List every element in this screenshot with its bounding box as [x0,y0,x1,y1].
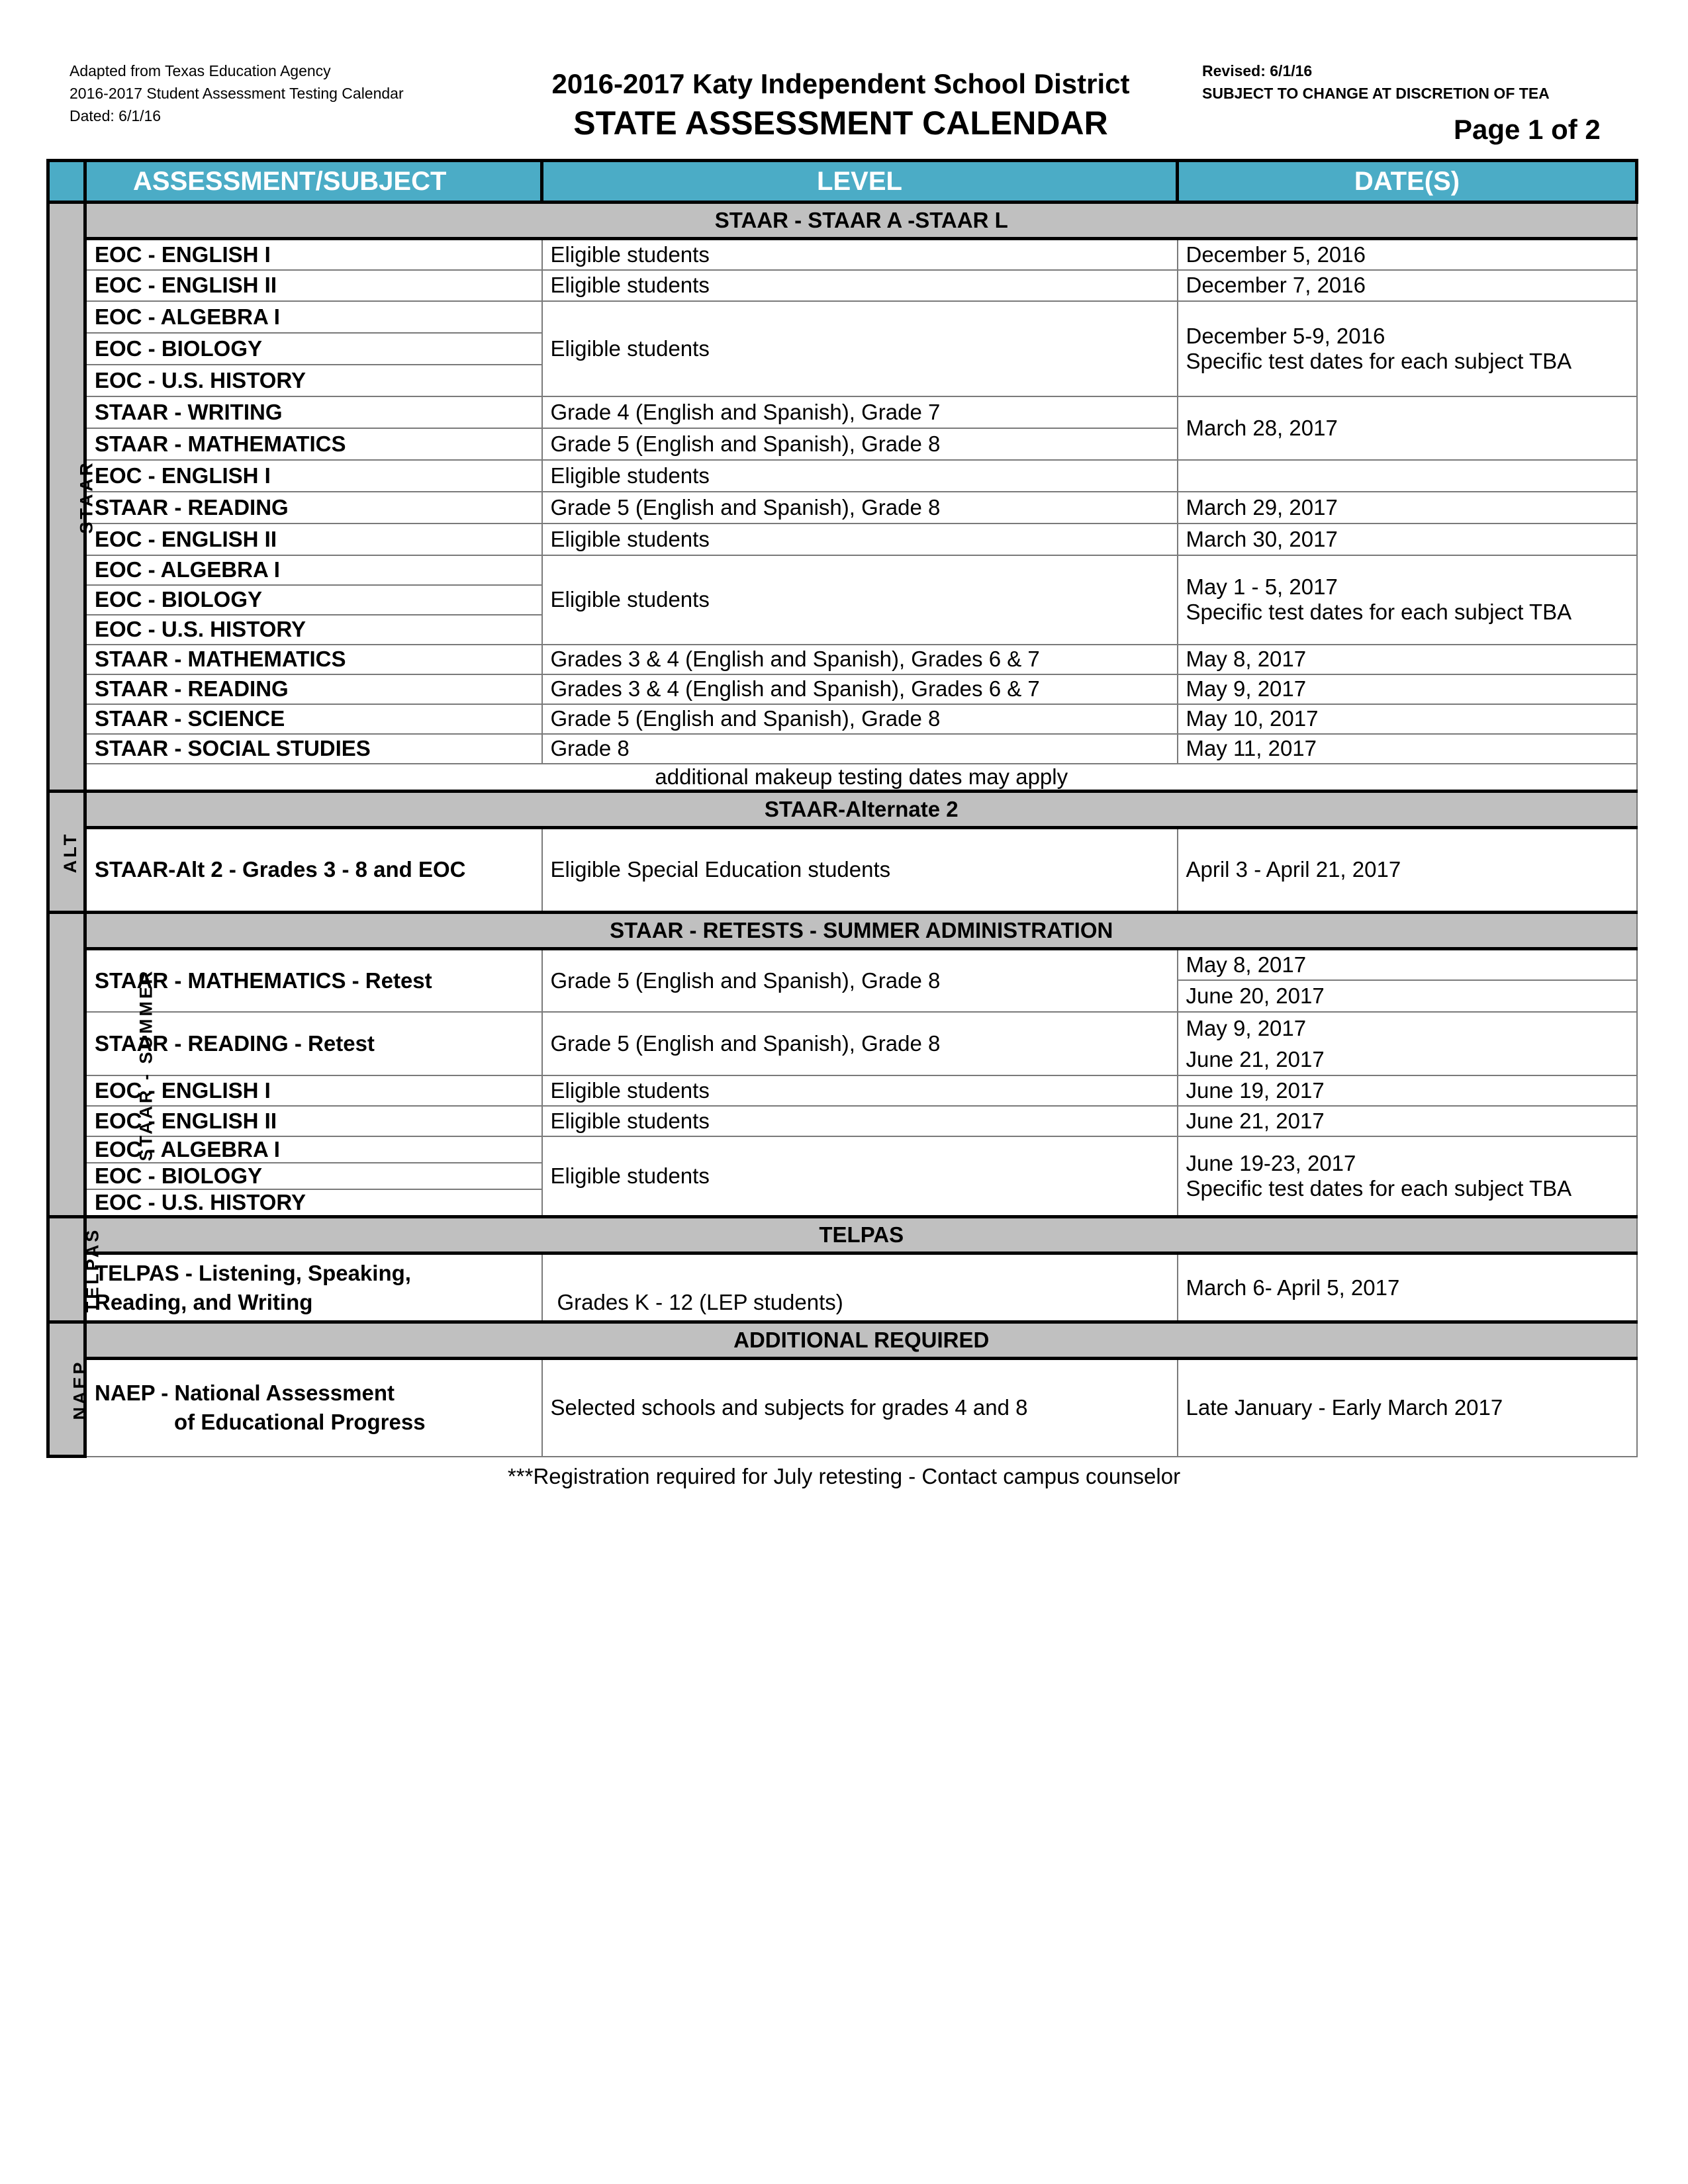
subject-cell: STAAR - MATHEMATICS [85,428,542,460]
section-heading-row [48,912,1637,948]
date-range: December 5-9, 2016 [1186,323,1385,348]
subject-cell [85,1359,542,1457]
revision-note [1202,60,1550,105]
section-heading-row [48,1322,1637,1359]
subject-cell: EOC - ALGEBRA I [85,555,542,585]
table-row [48,827,1637,912]
level-cell: Grade 5 (English and Spanish), Grade 8 [542,1012,1178,1075]
date-cell [1178,460,1637,492]
table-row [48,492,1637,523]
section-heading-row [48,791,1637,827]
source-note [70,60,404,127]
subject-cell: EOC - ALGEBRA I [85,1136,542,1163]
level-cell: Eligible students [542,239,1178,270]
table-row [48,948,1637,980]
level-cell: Grades K - 12 (LEP students) [542,1253,1178,1322]
assessment-table [46,159,1638,1458]
side-header-cell [48,161,85,203]
date-cell [1178,301,1637,396]
level-cell: Eligible students [542,270,1178,301]
subject-cell: EOC - ENGLISH II [85,523,542,555]
date-note: Specific test dates for each subject TBA [1186,348,1572,373]
change-disclaimer: SUBJECT TO CHANGE AT DISCRETION OF TEA [1202,85,1550,102]
subject-cell: EOC - BIOLOGY [85,585,542,615]
side-label-summer: STAAR - SUMMER [48,912,85,1217]
level-cell: Eligible students [542,1106,1178,1136]
date-cell: May 9, 2017 [1178,674,1637,704]
level-cell: Grades 3 & 4 (English and Spanish), Grades 6 & 7 [542,645,1178,674]
date-cell: March 28, 2017 [1178,396,1637,460]
date-cell: June 21, 2017 [1178,1044,1637,1075]
date-cell [1178,1136,1637,1217]
revised-date: Revised: 6/1/16 [1202,62,1313,79]
side-label-alt: ALT [48,791,85,912]
table-row [48,674,1637,704]
date-cell: May 10, 2017 [1178,704,1637,734]
subject-cell: EOC - BIOLOGY [85,333,542,365]
date-cell [1178,555,1637,645]
page-number: Page 1 of 2 [1454,114,1601,145]
subject-cell: EOC - U.S. HISTORY [85,615,542,645]
section-heading: TELPAS [85,1217,1637,1253]
dates-column-header: DATE(S) [1178,161,1637,203]
table-header-row [48,161,1637,203]
level-cell: Grade 5 (English and Spanish), Grade 8 [542,428,1178,460]
date-cell: May 9, 2017 [1178,1012,1637,1044]
level-cell: Eligible students [542,555,1178,645]
section-heading: ADDITIONAL REQUIRED [85,1322,1637,1359]
subject-line: of Educational Progress [174,1410,426,1435]
subject-cell: STAAR - WRITING [85,396,542,428]
source-line: Dated: 6/1/16 [70,107,162,124]
subject-line: Reading, and Writing [95,1289,313,1314]
subject-cell: STAAR - MATHEMATICS [85,645,542,674]
date-cell: May 11, 2017 [1178,734,1637,764]
date-cell: May 8, 2017 [1178,948,1637,980]
subject-cell: STAAR - READING [85,674,542,704]
subject-cell: STAAR - SCIENCE [85,704,542,734]
section-heading-row [48,203,1637,239]
date-cell: June 19, 2017 [1178,1075,1637,1106]
date-cell: March 29, 2017 [1178,492,1637,523]
level-cell: Grade 5 (English and Spanish), Grade 8 [542,704,1178,734]
date-cell: December 7, 2016 [1178,270,1637,301]
level-cell: Eligible Special Education students [542,827,1178,912]
date-note: Specific test dates for each subject TBA [1186,600,1572,624]
table-row [48,1136,1637,1163]
subject-cell: STAAR - READING [85,492,542,523]
table-row [48,1253,1637,1322]
table-row [48,1106,1637,1136]
subject-line: NAEP - National Assessment [95,1381,395,1406]
subject-cell: EOC - ENGLISH I [85,239,542,270]
subject-cell [85,1253,542,1322]
level-cell: Grade 5 (English and Spanish), Grade 8 [542,492,1178,523]
table-row [48,645,1637,674]
source-line: Adapted from Texas Education Agency [70,62,331,79]
subject-cell: STAAR - READING - Retest [85,1012,542,1075]
date-cell: December 5, 2016 [1178,239,1637,270]
level-cell: Eligible students [542,1075,1178,1106]
district-title: 2016-2017 Katy Independent School District [551,68,1130,99]
level-cell: Eligible students [542,301,1178,396]
table-row [48,1075,1637,1106]
subject-cell: EOC - ENGLISH II [85,270,542,301]
table-row [48,239,1637,270]
source-line: 2016-2017 Student Assessment Testing Calendar [70,85,404,102]
level-cell: Grades 3 & 4 (English and Spanish), Grades 6 & 7 [542,674,1178,704]
table-row [48,555,1637,585]
level-column-header: LEVEL [542,161,1178,203]
subject-column-header: ASSESSMENT/SUBJECT [85,161,542,203]
table-row [48,1359,1637,1457]
subject-cell: EOC - ENGLISH I [85,1075,542,1106]
date-cell: March 6- April 5, 2017 [1178,1253,1637,1322]
subject-cell: STAAR - MATHEMATICS - Retest [85,948,542,1012]
section-heading: STAAR - STAAR A -STAAR L [85,203,1637,239]
date-cell: March 30, 2017 [1178,523,1637,555]
table-row [48,523,1637,555]
date-cell: April 3 - April 21, 2017 [1178,827,1637,912]
side-label-staar: STAAR [48,203,85,792]
registration-footnote: ***Registration required for July retesting - Contact campus counselor [507,1464,1181,1488]
table-row [48,301,1637,333]
side-label-telpas: TELPAS [48,1217,85,1322]
subject-cell: STAAR - SOCIAL STUDIES [85,734,542,764]
subject-cell: EOC - U.S. HISTORY [85,1189,542,1217]
table-row [48,270,1637,301]
date-cell: June 21, 2017 [1178,1106,1637,1136]
note-row [48,764,1637,792]
date-cell: Late January - Early March 2017 [1178,1359,1637,1457]
subject-cell: EOC - ENGLISH I [85,460,542,492]
side-label-naep: NAEP [48,1322,85,1457]
level-cell: Grade 5 (English and Spanish), Grade 8 [542,948,1178,1012]
table-row [48,704,1637,734]
level-cell: Selected schools and subjects for grades 4 and 8 [542,1359,1178,1457]
makeup-note: additional makeup testing dates may apply [85,764,1637,792]
subject-line: TELPAS - Listening, Speaking, [95,1260,411,1285]
level-cell: Eligible students [542,523,1178,555]
level-cell: Grade 8 [542,734,1178,764]
section-heading: STAAR - RETESTS - SUMMER ADMINISTRATION [85,912,1637,948]
section-heading-row [48,1217,1637,1253]
level-cell: Eligible students [542,1136,1178,1217]
date-cell: June 20, 2017 [1178,980,1637,1012]
table-row [48,460,1637,492]
level-cell: Grade 4 (English and Spanish), Grade 7 [542,396,1178,428]
date-range: May 1 - 5, 2017 [1186,574,1338,599]
date-range: June 19-23, 2017 [1186,1151,1356,1175]
table-row [48,396,1637,428]
date-note: Specific test dates for each subject TBA [1186,1176,1572,1201]
subject-cell: EOC - ALGEBRA I [85,301,542,333]
date-cell: May 8, 2017 [1178,645,1637,674]
calendar-title: STATE ASSESSMENT CALENDAR [573,105,1108,142]
level-cell: Eligible students [542,460,1178,492]
subject-cell: STAAR-Alt 2 - Grades 3 - 8 and EOC [85,827,542,912]
subject-cell: EOC - BIOLOGY [85,1163,542,1189]
subject-cell: EOC - ENGLISH II [85,1106,542,1136]
table-row [48,1012,1637,1044]
page-title [490,66,1192,144]
section-heading: STAAR-Alternate 2 [85,791,1637,827]
subject-cell: EOC - U.S. HISTORY [85,365,542,396]
table-row [48,734,1637,764]
